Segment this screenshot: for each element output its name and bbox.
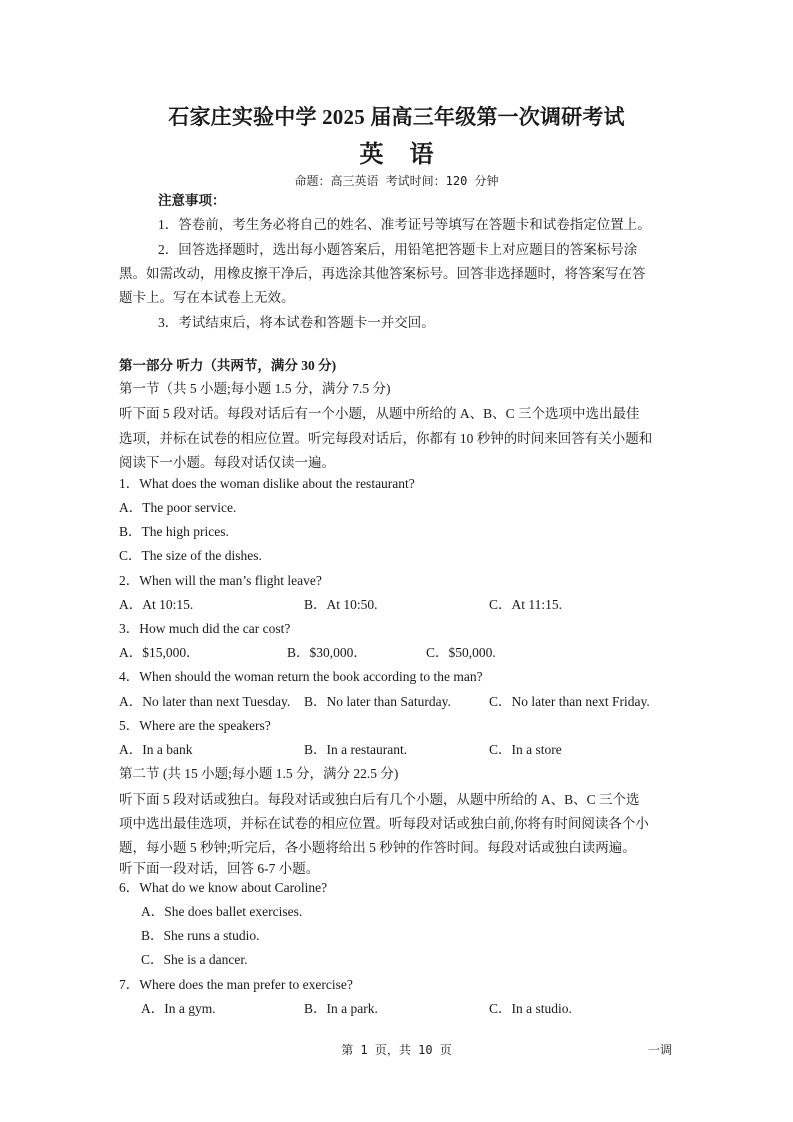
section-heading: 第二节 (共 15 小题;每小题 1.5 分，满分 22.5 分) xyxy=(119,766,399,781)
answer-option: A．She does ballet exercises. xyxy=(141,904,303,919)
exam-meta: 命题：高三英语 考试时间：120 分钟 xyxy=(294,174,499,188)
answer-option: B．$30,000． xyxy=(287,645,367,660)
subject-title: 英 语 xyxy=(359,142,444,168)
notice-heading: 注意事项： xyxy=(158,193,226,208)
section-instructions: 项中选出最佳选项，并标在试卷的相应位置。听每段对话或独白前,你将有时间阅读各个小 xyxy=(119,816,649,831)
notice-item-2: 2．回答选择题时，选出每小题答案后，用铅笔把答题卡上对应题目的答案标号涂 xyxy=(158,242,638,257)
part-heading: 第一部分 听力（共两节，满分 30 分) xyxy=(119,358,337,373)
answer-option: A．In a gym. xyxy=(141,1001,216,1016)
answer-option: A．At 10:15. xyxy=(119,597,194,612)
section-instructions: 听下面一段对话，回答 6-7 小题。 xyxy=(119,861,320,876)
notice-item-2-cont: 黑。如需改动，用橡皮擦干净后，再选涂其他答案标号。回答非选择题时，将答案写在答 xyxy=(119,266,646,281)
answer-option: A．No later than next Tuesday. xyxy=(119,694,291,709)
answer-option: C．She is a dancer. xyxy=(141,952,248,967)
question-stem: 4．When should the woman return the book according to the man? xyxy=(119,669,483,684)
question-stem: 5．Where are the speakers? xyxy=(119,718,271,733)
answer-option: B．In a park. xyxy=(304,1001,378,1016)
answer-option: C．At 11:15. xyxy=(489,597,563,612)
section-instructions: 选项，并标在试卷的相应位置。听完每段对话后，你都有 10 秒钟的时间来回答有关小题和 xyxy=(119,431,653,446)
answer-option: B．In a restaurant. xyxy=(304,742,408,757)
answer-option: A．In a bank xyxy=(119,742,193,757)
page-title: 石家庄实验中学 2025 届高三年级第一次调研考试 xyxy=(168,105,625,129)
question-stem: 3．How much did the car cost? xyxy=(119,621,291,636)
answer-option: C．No later than next Friday. xyxy=(489,694,650,709)
answer-option: B．No later than Saturday. xyxy=(304,694,451,709)
answer-option: C．In a studio. xyxy=(489,1001,572,1016)
section-heading: 第一节（共 5 小题;每小题 1.5 分，满分 7.5 分) xyxy=(119,381,391,396)
exam-tag: 一调 xyxy=(648,1043,673,1057)
question-stem: 7．Where does the man prefer to exercise? xyxy=(119,977,353,992)
question-stem: 1．What does the woman dislike about the restaurant? xyxy=(119,476,415,491)
notice-item-2-cont: 题卡上。写在本试卷上无效。 xyxy=(119,290,295,305)
answer-option: B．At 10:50. xyxy=(304,597,378,612)
section-instructions: 阅读下一小题。每段对话仅读一遍。 xyxy=(119,455,335,470)
section-instructions: 听下面 5 段对话或独白。每段对话或独白后有几个小题，从题中所给的 A、B、C 三个选 xyxy=(119,792,640,807)
answer-option: A．The poor service. xyxy=(119,500,237,515)
answer-option: A．$15,000． xyxy=(119,645,200,660)
question-stem: 6．What do we know about Caroline? xyxy=(119,880,328,895)
answer-option: B．The high prices. xyxy=(119,524,229,539)
answer-option: C．In a store xyxy=(489,742,562,757)
notice-item-1: 1．答卷前，考生务必将自己的姓名、准考证号等填写在答题卡和试卷指定位置上。 xyxy=(158,217,651,232)
answer-option: C．The size of the dishes. xyxy=(119,548,262,563)
question-stem: 2．When will the man’s flight leave? xyxy=(119,573,322,588)
section-instructions: 听下面 5 段对话。每段对话后有一个小题，从题中所给的 A、B、C 三个选项中选出最佳 xyxy=(119,406,640,421)
page-number: 第 1 页，共 10 页 xyxy=(341,1043,452,1057)
answer-option: C．$50,000. xyxy=(426,645,496,660)
section-instructions: 题，每小题 5 秒钟;听完后，各小题将给出 5 秒钟的作答时间。每段对话或独白读两遍。 xyxy=(119,840,636,855)
notice-item-3: 3．考试结束后，将本试卷和答题卡一并交回。 xyxy=(158,315,435,330)
answer-option: B．She runs a studio. xyxy=(141,928,260,943)
